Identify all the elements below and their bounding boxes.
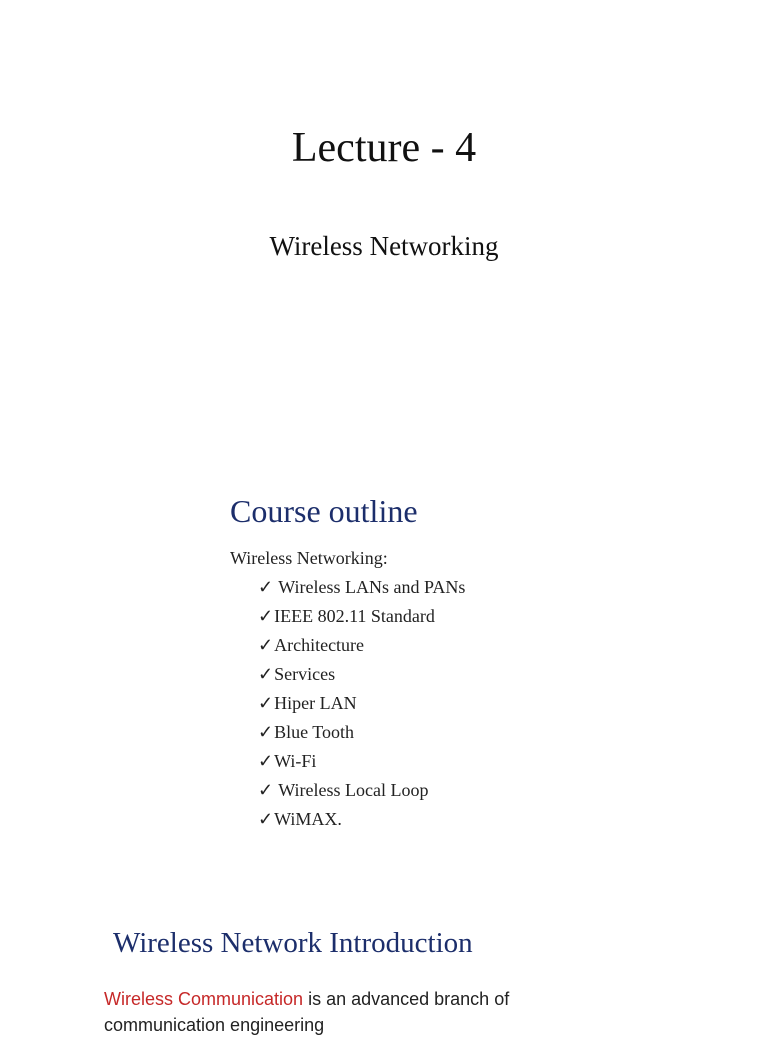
outline-item-label: Wireless LANs and PANs — [274, 577, 466, 597]
outline-item-label: Wireless Local Loop — [274, 780, 429, 800]
outline-item-label: Wi-Fi — [274, 751, 317, 771]
outline-item — [258, 749, 465, 778]
highlighted-term: Wireless Communication — [104, 989, 304, 1009]
check-icon: ✓ — [258, 635, 274, 655]
outline-item — [258, 778, 465, 807]
introduction-text: is an advanced branch of — [303, 989, 510, 1009]
outline-item — [258, 720, 465, 749]
outline-item — [258, 691, 465, 720]
outline-item-label: Services — [274, 664, 336, 684]
check-icon: ✓ — [258, 722, 274, 742]
introduction-heading: Wireless Network Introduction — [113, 927, 473, 959]
page-title: Lecture - 4 — [291, 125, 477, 171]
check-icon: ✓ — [258, 693, 274, 713]
course-outline-intro: Wireless Networking: — [230, 548, 388, 568]
outline-item-label: Architecture — [274, 635, 365, 655]
outline-item — [258, 633, 465, 662]
outline-item — [258, 604, 465, 633]
outline-item — [258, 807, 465, 836]
check-icon: ✓ — [258, 780, 274, 800]
course-outline-list — [258, 575, 465, 836]
check-icon: ✓ — [258, 809, 274, 829]
introduction-next-line: communication engineering — [104, 1015, 325, 1035]
check-icon: ✓ — [258, 577, 274, 597]
outline-item — [258, 662, 465, 691]
course-outline-heading: Course outline — [230, 493, 418, 529]
outline-item-label: Blue Tooth — [274, 722, 355, 742]
outline-item — [258, 575, 465, 604]
outline-item-label: Hiper LAN — [274, 693, 357, 713]
introduction-paragraph — [104, 986, 704, 1038]
outline-item-label: IEEE 802.11 Standard — [274, 606, 435, 626]
outline-item-label: WiMAX. — [274, 809, 342, 829]
check-icon: ✓ — [258, 751, 274, 771]
check-icon: ✓ — [258, 606, 274, 626]
check-icon: ✓ — [258, 664, 274, 684]
page-subtitle: Wireless Networking — [269, 231, 499, 261]
